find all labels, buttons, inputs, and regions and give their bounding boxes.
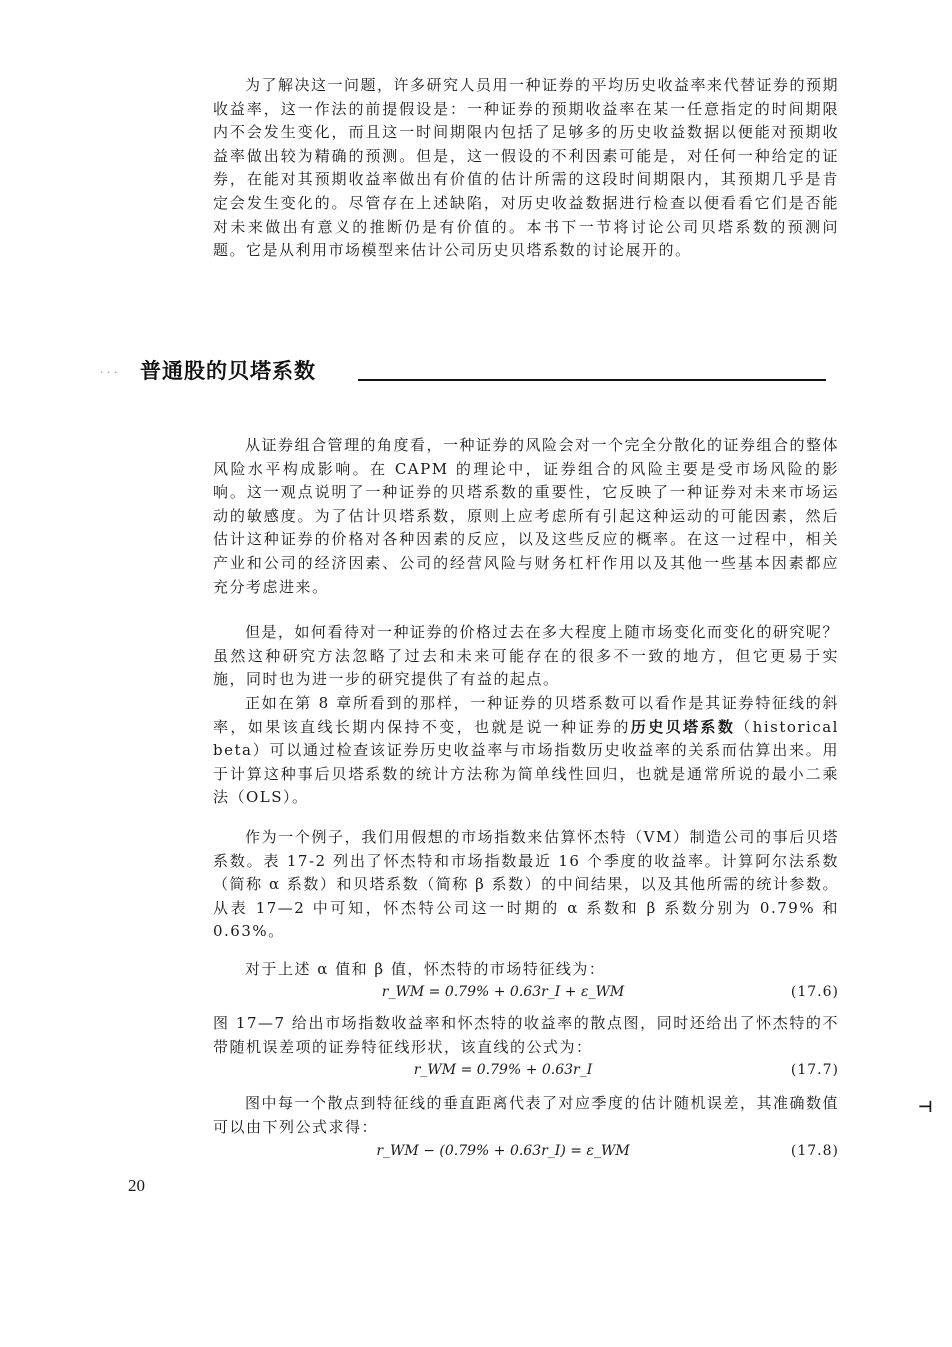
equation-number: (17.8) — [790, 1143, 839, 1159]
equation-formula: r_WM = 0.79% + 0.63r_I + ε_WM — [381, 984, 625, 1000]
page-number: 20 — [128, 1176, 145, 1195]
paragraph-3-part-b: （historical beta）可以通过检查该证券历史收益率与市场指数历史收益率的关系而估算出来。用于计算这种事后贝塔系数的统计方法称为简单线性回归，也就是通常所说的最小二乘法（OLS）。 — [213, 717, 839, 807]
term-historical-beta: 历史贝塔系数 — [630, 717, 736, 736]
section-heading: 普通股的贝塔系数 — [140, 359, 316, 383]
intro-paragraph: 为了解决这一问题，许多研究人员用一种证券的平均历史收益率来代替证券的预期收益率，这一作法的前提假设是：一种证券的预期收益率在某一任意指定的时间期限内不会发生变化，而且这一时间期限内包括了足够多的历史收益数据以便能对预期收益率做出较为精确的预测。但是，这一假设的不利因素可能是，对任何一种给定的证券，在能对其预期收益率做出有价值的估计所需的这段时间期限内，其预期几乎是肯定会发生变化的。尽管存在上述缺陷，对历史收益数据进行检查以便看看它们是否能对未来做出有意义的推断仍是有价值的。本书下一节将讨论公司贝塔系数的预测问题。它是从利用市场模型来估计公司历史贝塔系数的讨论展开的。 — [213, 76, 840, 260]
paragraph-6: 图 17—7 给出市场指数收益率和怀杰特的收益率的散点图，同时还给出了怀杰特的不带随机误差项的证券特征线形状，该直线的公式为： — [213, 1014, 839, 1056]
paragraph-5: 对于上述 α 值和 β 值，怀杰特的市场特征线为： — [245, 960, 606, 978]
equation-formula: r_WM = 0.79% + 0.63r_I — [413, 1062, 593, 1078]
paragraph-7: 图中每一个散点到特征线的垂直距离代表了对应季度的估计随机误差，其准确数值可以由下列公式求得： — [213, 1094, 840, 1136]
equation-formula: r_WM − (0.79% + 0.63r_I) = ε_WM — [376, 1143, 630, 1159]
paragraph-1: 从证券组合管理的角度看，一种证券的风险会对一个完全分散化的证券组合的整体风险水平构成影响。在 CAPM 的理论中，证券组合的风险主要是受市场风险的影响。这一观点说明了一种证券的贝塔系数的重要性，它反映了一种证券对未来市场运动的敏感度。为了估计贝塔系数，原则上应考虑所有引起这种运动的可能因素，然后估计这种证券的价格对各种因素的反应，以及这些反应的概率。在这一过程中，相关产业和公司的经济因素、公司的经营风险与财务杠杆作用以及其他一些基本因素都应充分考虑进来。 — [213, 436, 840, 596]
section-heading-block — [140, 355, 826, 383]
equation-17-8 — [213, 1143, 839, 1167]
paragraph-2: 但是，如何看待对一种证券的价格过去在多大程度上随市场变化而变化的研究呢？虽然这种研究方法忽略了过去和未来可能存在的很多不一致的地方，但它更易于实施，同时也为进一步的研究提供了有益的起点。 — [213, 623, 840, 689]
equation-number: (17.6) — [790, 984, 839, 1000]
paragraph-3-part-a: 正如在第 8 章所看到的那样，一种证券的贝塔系数可以看作是其证券特征线的斜率，如果该直线长期内保持不变，也就是说一种证券的 — [213, 694, 839, 736]
heading-decoration: · · · — [100, 366, 118, 379]
equation-17-7 — [213, 1062, 839, 1086]
equation-17-6 — [213, 984, 839, 1008]
margin-mark: ⊣ — [918, 1097, 933, 1116]
heading-rule — [358, 379, 826, 381]
equation-number: (17.7) — [790, 1062, 839, 1078]
paragraph-3 — [213, 692, 839, 810]
paragraph-4: 作为一个例子，我们用假想的市场指数来估算怀杰特（VM）制造公司的事后贝塔系数。表 17-2 列出了怀杰特和市场指数最近 16 个季度的收益率。计算阿尔法系数（简称 α 系数）和贝塔系数（简称 β 系数）的中间结果，以及其他所需的统计参数。从表 17—2 中可知，怀杰特公司这一时期的 α 系数和 β 系数分别为 0.79% 和 0.63%。 — [213, 828, 839, 941]
